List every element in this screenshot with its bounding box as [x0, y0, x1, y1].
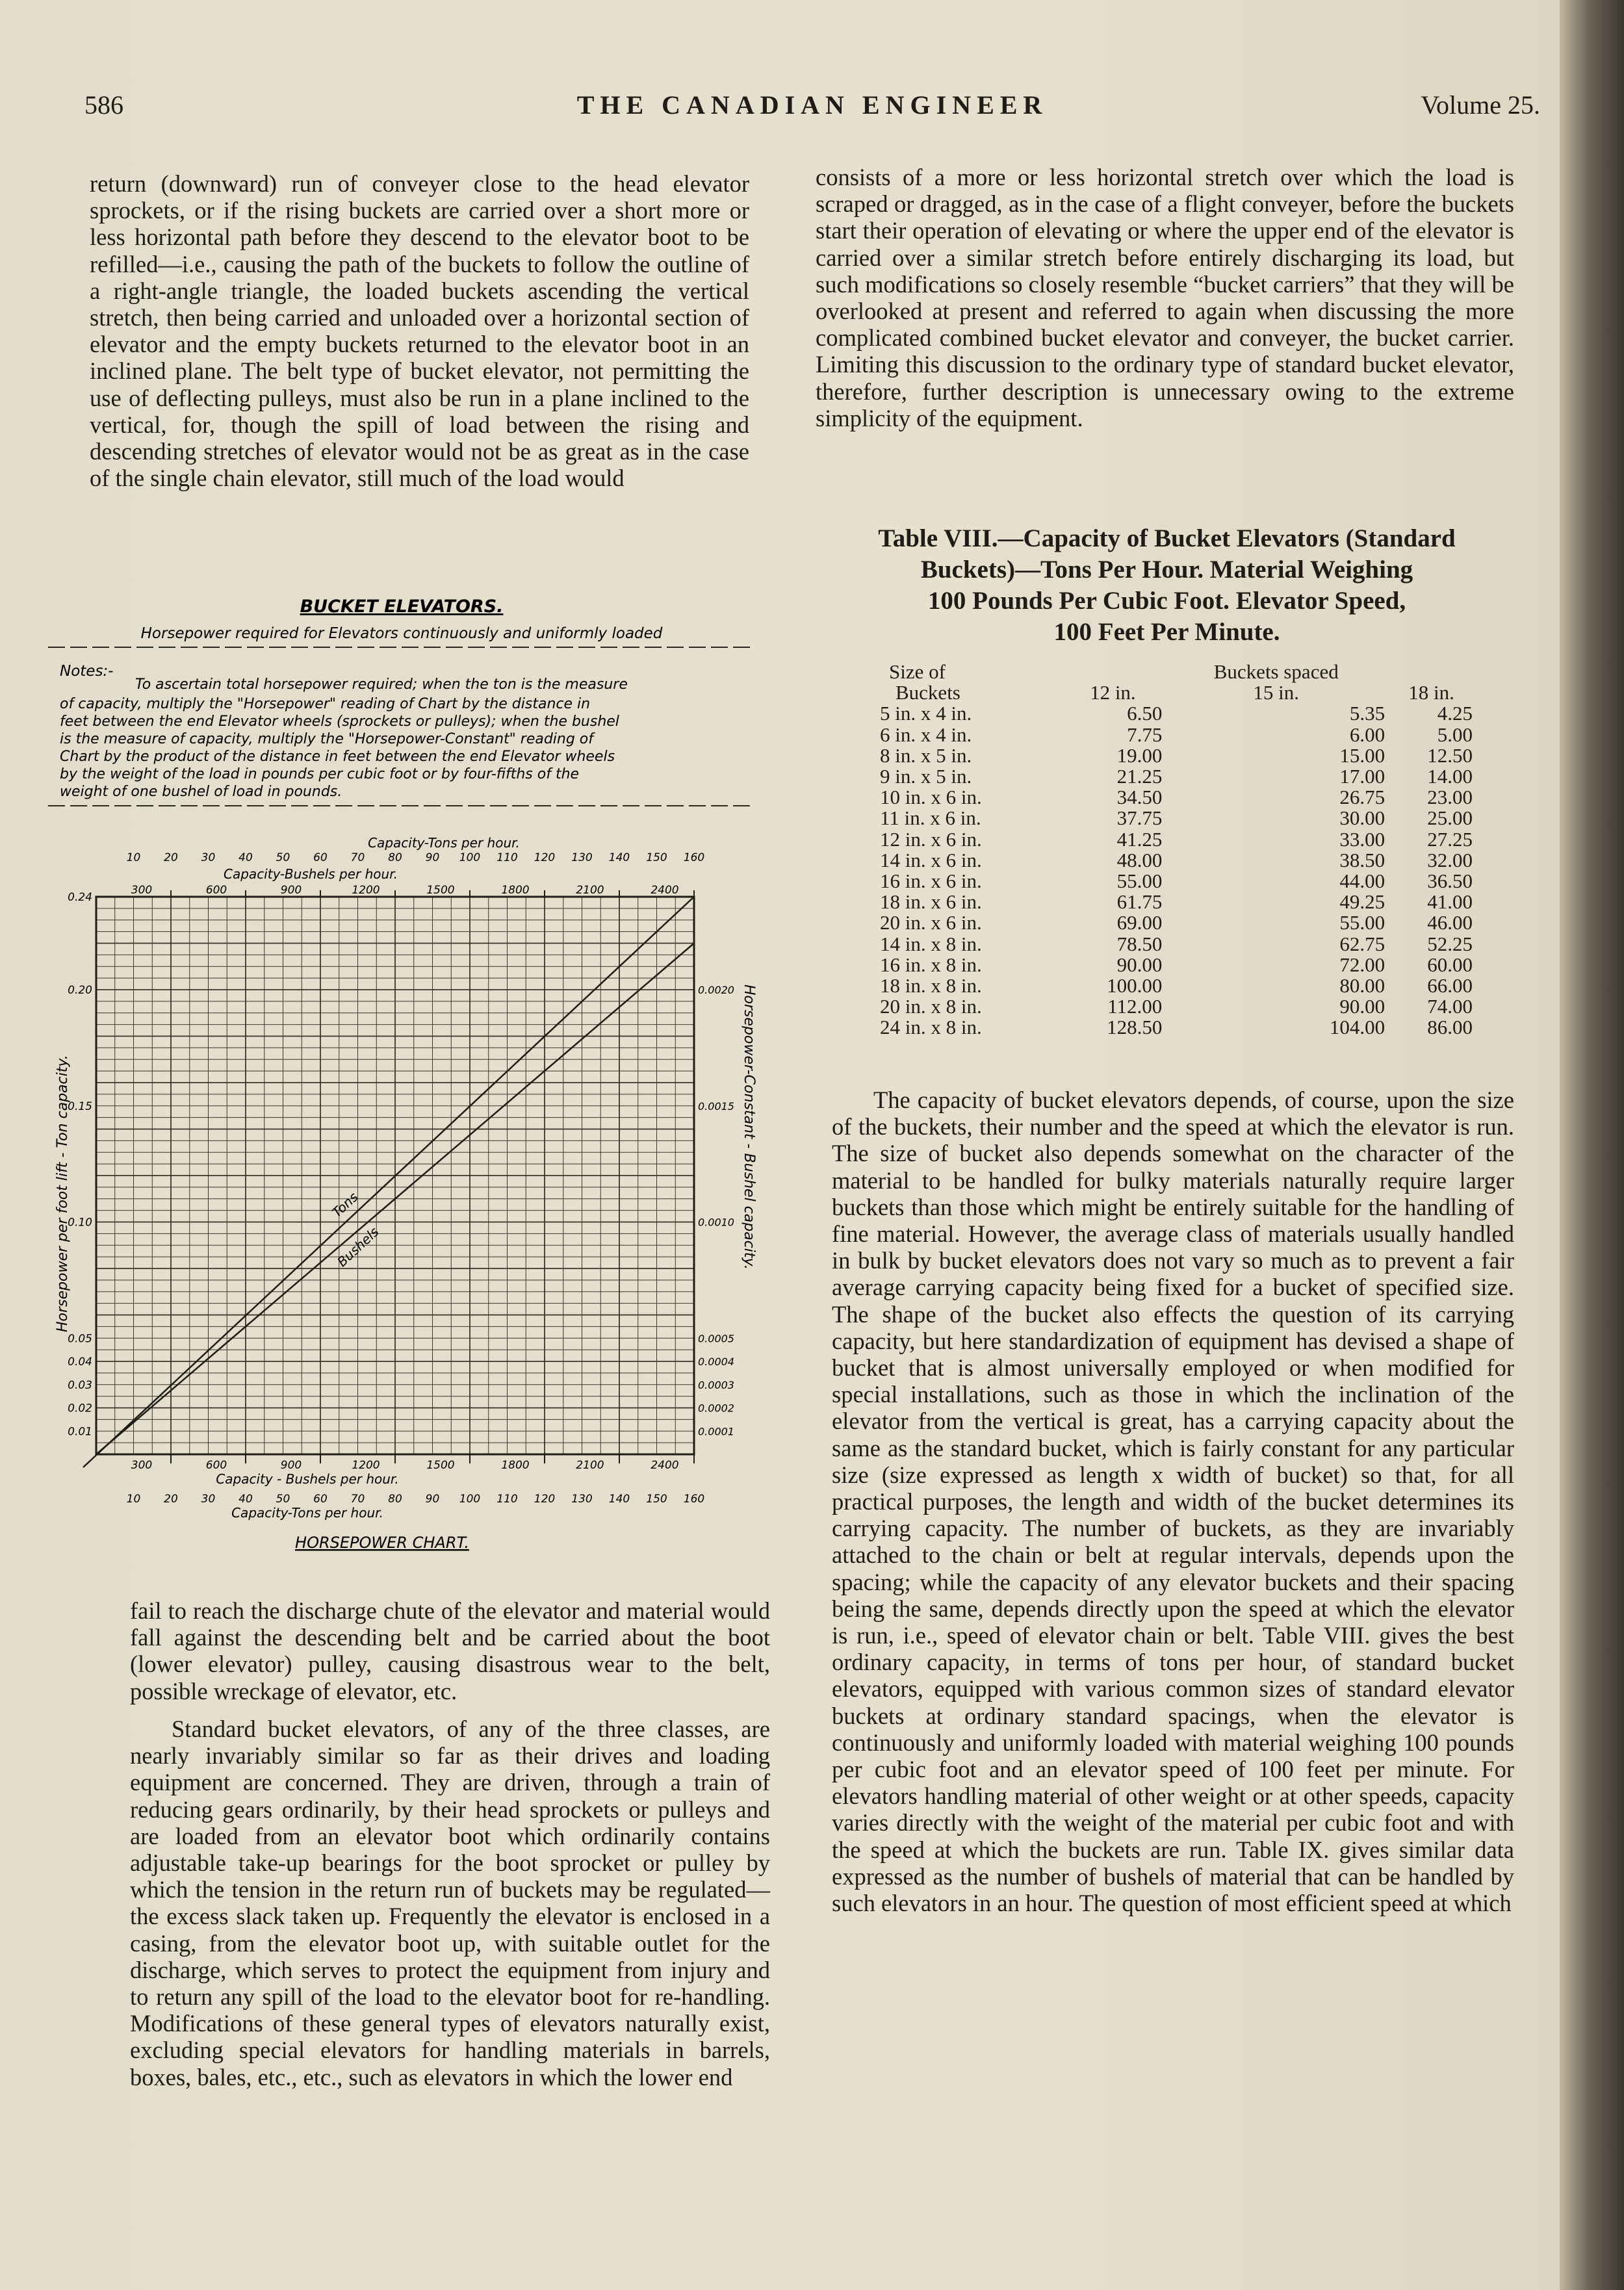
- left-axis-tick: 0.01: [68, 1425, 92, 1439]
- col-15: 15 in.: [1253, 681, 1300, 704]
- table-row: [877, 725, 1475, 745]
- capacity-cell: 90.00: [1339, 995, 1386, 1018]
- series-line-tons: [83, 897, 694, 1467]
- capacity-cell: 27.25: [1427, 827, 1473, 851]
- capacity-cell: 55.00: [1339, 911, 1386, 934]
- col-12: 12 in.: [1090, 681, 1136, 704]
- capacity-cell: 61.75: [1116, 890, 1163, 914]
- bottom-bushels-tick: 900: [280, 1459, 302, 1472]
- bottom-tons-tick: 10: [126, 1493, 141, 1506]
- capacity-cell: 33.00: [1339, 827, 1386, 851]
- top-tons-tick: 130: [571, 851, 593, 864]
- top-bushels-tick: 1800: [501, 884, 530, 897]
- capacity-cell: 41.00: [1427, 890, 1473, 914]
- capacity-cell: 104.00: [1329, 1016, 1386, 1039]
- capacity-cell: 52.25: [1427, 932, 1473, 955]
- capacity-cell: 21.25: [1116, 765, 1163, 788]
- left-axis-tick: 0.04: [68, 1356, 92, 1369]
- figure-caption: HORSEPOWER CHART.: [295, 1534, 469, 1552]
- right-axis-tick: 0.0010: [698, 1216, 734, 1229]
- table-row: [877, 787, 1475, 808]
- capacity-cell: 15.00: [1339, 743, 1386, 767]
- left-axis-label: Horsepower per foot lift - Ton capacity.: [55, 1055, 71, 1332]
- table-row: [877, 955, 1475, 975]
- left-paragraph-after-chart: fail to reach the discharge chute of the elevator and material would fall against the descending belt and be carried about the boot (lower elevator) pulley, causing disastrous wear to the belt, possible wreckage of elevator, etc.: [130, 1597, 770, 1705]
- bottom-tons-tick: 140: [608, 1493, 630, 1506]
- horsepower-chart: [44, 585, 759, 1563]
- plot-area: [68, 851, 734, 1506]
- size-cell: 10 in. x 6 in.: [880, 786, 982, 809]
- left-axis-tick: 0.20: [68, 984, 92, 997]
- notes-label: Notes:-: [60, 663, 114, 680]
- size-cell: 9 in. x 5 in.: [880, 765, 972, 788]
- capacity-cell: 37.75: [1116, 806, 1163, 830]
- table-viii-title: Table VIII.—Capacity of Bucket Elevators (Standard Buckets)—Tons Per Hour. Material Weighing 100 Pounds Per Cubic Foot. Elevator Speed, 100 Feet Per Minute.: [878, 524, 1456, 646]
- table-viii-body: [877, 703, 1475, 1038]
- right-axis-tick: 0.0015: [698, 1100, 734, 1113]
- capacity-cell: 25.00: [1427, 806, 1473, 830]
- bottom-tons-tick: 130: [571, 1493, 593, 1506]
- top-tons-tick: 40: [238, 851, 253, 864]
- top-bushels-tick: 600: [205, 884, 227, 897]
- figure-subheading: Horsepower required for Elevators continuously and uniformly loaded: [140, 625, 663, 642]
- top-tons-tick: 150: [646, 851, 667, 864]
- size-cell: 11 in. x 6 in.: [880, 806, 981, 830]
- table-row: [877, 1017, 1475, 1038]
- capacity-cell: 62.75: [1339, 932, 1386, 955]
- table-row: [877, 766, 1475, 787]
- size-cell: 14 in. x 8 in.: [880, 932, 982, 955]
- bottom-tons-tick: 30: [201, 1493, 216, 1506]
- size-cell: 18 in. x 6 in.: [880, 890, 982, 914]
- capacity-cell: 6.00: [1349, 723, 1386, 746]
- capacity-cell: 12.50: [1427, 743, 1473, 767]
- series-label-bushels: Bushels: [334, 1224, 382, 1270]
- top-tons-tick: 140: [608, 851, 630, 864]
- top-bushels-tick: 300: [131, 884, 153, 897]
- size-cell: 18 in. x 8 in.: [880, 974, 982, 997]
- bottom-tons-tick: 120: [534, 1493, 556, 1506]
- note-line-7: weight of one bushel of load in pounds.: [60, 784, 342, 800]
- capacity-cell: 14.00: [1427, 765, 1473, 788]
- table-row: [877, 996, 1475, 1017]
- bottom-bushels-label: Capacity - Bushels per hour.: [216, 1471, 399, 1487]
- capacity-cell: 41.25: [1116, 827, 1163, 851]
- head-spaced: Buckets spaced: [1213, 660, 1339, 683]
- running-header: [84, 90, 1540, 129]
- horsepower-chart-figure: [44, 585, 759, 1563]
- journal-title: THE CANADIAN ENGINEER: [576, 90, 1048, 120]
- capacity-cell: 100.00: [1107, 974, 1163, 997]
- left-paragraph-top: return (downward) run of conveyer close to the head elevator sprockets, or if the rising buckets are carried over a short more or less horizontal path before they descend to the elevator boot to be refilled—i.e., causing the path of the buckets to follow the outline of a right-angle triangle, the loaded buckets ascending the vertical stretch, then being carried and unloaded over a horizontal section of elevator and the empty buckets returned to the elevator boot in an inclined plane. The belt type of bucket elevator, not permitting the use of deflecting pulleys, must also be run in a plane inclined to the vertical, for, though the spill of load between the rising and descending stretches of elevator would not be as great as in the case of the single chain elevator, still much of the load would: [90, 170, 749, 492]
- top-tons-tick: 10: [126, 851, 141, 864]
- bottom-bushels-tick: 1800: [501, 1459, 530, 1472]
- page-number: 586: [84, 90, 123, 120]
- left-axis-tick: 0.02: [68, 1402, 92, 1415]
- bottom-tons-label: Capacity-Tons per hour.: [231, 1505, 383, 1521]
- size-cell: 20 in. x 8 in.: [880, 995, 982, 1018]
- capacity-cell: 19.00: [1116, 743, 1163, 767]
- bottom-bushels-tick: 600: [205, 1459, 227, 1472]
- size-cell: 6 in. x 4 in.: [880, 723, 972, 746]
- bottom-bushels-tick: 1500: [426, 1459, 455, 1472]
- left-axis-tick: 0.10: [68, 1216, 92, 1229]
- top-bushels-tick: 1500: [426, 884, 455, 897]
- top-tons-tick: 160: [683, 851, 705, 864]
- capacity-cell: 5.00: [1437, 723, 1473, 746]
- bottom-bushels-tick: 1200: [352, 1459, 380, 1472]
- top-bushels-tick: 2100: [576, 884, 604, 897]
- capacity-cell: 90.00: [1116, 953, 1163, 976]
- capacity-cell: 48.00: [1116, 848, 1163, 871]
- top-tons-tick: 110: [496, 851, 518, 864]
- size-cell: 24 in. x 8 in.: [880, 1016, 982, 1039]
- bottom-tons-tick: 90: [425, 1493, 440, 1506]
- bottom-tons-tick: 60: [313, 1493, 328, 1506]
- table-row: [877, 850, 1475, 871]
- right-axis-tick: 0.0004: [698, 1356, 734, 1368]
- head-size-1: Size of: [889, 660, 946, 683]
- bottom-tons-tick: 110: [496, 1493, 518, 1506]
- table-row: [877, 871, 1475, 892]
- table-row: [877, 829, 1475, 850]
- right-axis-tick: 0.0020: [698, 984, 734, 996]
- capacity-cell: 86.00: [1427, 1016, 1473, 1039]
- size-cell: 14 in. x 6 in.: [880, 848, 982, 871]
- size-cell: 20 in. x 6 in.: [880, 911, 982, 934]
- capacity-cell: 4.25: [1437, 702, 1473, 725]
- capacity-cell: 69.00: [1116, 911, 1163, 934]
- capacity-cell: 5.35: [1349, 702, 1386, 725]
- right-paragraph-top: consists of a more or less horizontal stretch over which the load is scraped or dragged, as in the case of a flight conveyer, before the buckets start their operation of elevating or where the upper end of the elevator is carried over a similar stretch before entirely discharging its load, but such modifications so closely resemble “bucket carriers” that they will be overlooked at present and referred to again when discussing the more complicated combined bucket elevator and conveyer, the bucket carrier. Limiting this discussion to the ordinary type of standard bucket elevator, therefore, further description is unnecessary owing to the extreme simplicity of the equipment.: [816, 164, 1514, 431]
- capacity-cell: 66.00: [1427, 974, 1473, 997]
- table-row: [877, 912, 1475, 933]
- left-axis-tick: 0.24: [68, 891, 92, 904]
- bottom-bushels-tick: 300: [131, 1459, 153, 1472]
- size-cell: 16 in. x 6 in.: [880, 869, 982, 893]
- top-tons-tick: 90: [425, 851, 440, 864]
- left-paragraph-standard: Standard bucket elevators, of any of the three classes, are nearly invariably similar so far as their drives and loading equipment are concerned. They are driven, through a train of reducing gears ordinarily, by their head sprockets or pulleys and are loaded from an elevator boot which ordinarily contains adjustable take-up bearings for the boot sprocket or pulley by which the tension in the return run of buckets may be regulated—the excess slack taken up. Frequently the elevator is enclosed in a casing, from the elevator boot up, with suitable outlet for the discharge, which serves to protect the equipment from injury and to return any spill of the load to the elevator boot for re-handling. Modifications of these general types of elevators naturally exist, excluding special elevators for handling materials in barrels, boxes, bales, etc., etc., such as elevators in which the lower end: [130, 1716, 770, 2091]
- capacity-cell: 78.50: [1116, 932, 1163, 955]
- capacity-cell: 74.00: [1427, 995, 1473, 1018]
- top-tons-tick: 100: [459, 851, 481, 864]
- capacity-cell: 44.00: [1339, 869, 1386, 893]
- top-tons-tick: 30: [201, 851, 216, 864]
- bottom-tons-tick: 150: [646, 1493, 667, 1506]
- capacity-cell: 38.50: [1339, 848, 1386, 871]
- capacity-cell: 17.00: [1339, 765, 1386, 788]
- top-tons-label: Capacity-Tons per hour.: [368, 835, 520, 851]
- capacity-cell: 46.00: [1427, 911, 1473, 934]
- volume-label: Volume 25.: [1421, 90, 1540, 120]
- capacity-cell: 30.00: [1339, 806, 1386, 830]
- capacity-cell: 26.75: [1339, 786, 1386, 809]
- table-row: [877, 975, 1475, 996]
- series-label-tons: Tons: [329, 1189, 361, 1221]
- note-line-5: Chart by the product of the distance in feet between the end Elevator wheels: [60, 749, 615, 765]
- right-axis-tick: 0.0005: [698, 1332, 734, 1345]
- bottom-tons-tick: 160: [683, 1493, 705, 1506]
- bottom-tons-tick: 100: [459, 1493, 481, 1506]
- top-tons-tick: 80: [388, 851, 402, 864]
- capacity-cell: 80.00: [1339, 974, 1386, 997]
- capacity-cell: 128.50: [1107, 1016, 1163, 1039]
- bottom-bushels-tick: 2400: [651, 1459, 679, 1472]
- book-spine-shadow: [1560, 0, 1624, 2290]
- top-bushels-tick: 1200: [352, 884, 380, 897]
- top-tons-tick: 20: [164, 851, 178, 864]
- note-line-3: feet between the end Elevator wheels (sprockets or pulleys); when the bushel: [60, 714, 619, 730]
- bottom-tons-tick: 80: [388, 1493, 402, 1506]
- size-cell: 8 in. x 5 in.: [880, 743, 972, 767]
- top-tons-tick: 50: [276, 851, 290, 864]
- top-bushels-label: Capacity-Bushels per hour.: [224, 866, 398, 882]
- left-axis-tick: 0.15: [68, 1100, 92, 1113]
- top-tons-tick: 120: [534, 851, 556, 864]
- capacity-cell: 6.50: [1127, 702, 1163, 725]
- capacity-cell: 23.00: [1427, 786, 1473, 809]
- capacity-cell: 36.50: [1427, 869, 1473, 893]
- bottom-tons-tick: 40: [238, 1493, 253, 1506]
- left-axis-tick: 0.03: [68, 1378, 92, 1392]
- right-axis-label: Horsepower-Constant - Bushel capacity.: [741, 984, 757, 1270]
- note-line-6: by the weight of the load in pounds per cubic foot or by four-fifths of the: [60, 766, 580, 782]
- head-size-2: Buckets: [896, 681, 960, 704]
- right-axis-tick: 0.0003: [698, 1378, 734, 1391]
- note-line-2: of capacity, multiply the "Horsepower" reading of Chart by the distance in: [60, 696, 591, 712]
- size-cell: 16 in. x 8 in.: [880, 953, 982, 976]
- table-row: [877, 745, 1475, 766]
- top-bushels-tick: 900: [280, 884, 302, 897]
- top-tons-tick: 60: [313, 851, 328, 864]
- figure-heading: BUCKET ELEVATORS.: [300, 597, 504, 617]
- table-viii: [877, 662, 1475, 1038]
- right-axis-tick: 0.0002: [698, 1402, 734, 1415]
- capacity-cell: 49.25: [1339, 890, 1386, 914]
- size-cell: 12 in. x 6 in.: [880, 827, 982, 851]
- left-axis-tick: 0.05: [68, 1332, 92, 1346]
- capacity-cell: 34.50: [1116, 786, 1163, 809]
- top-bushels-tick: 2400: [651, 884, 679, 897]
- table-row: [877, 934, 1475, 955]
- table-row: [877, 892, 1475, 912]
- bottom-tons-tick: 20: [164, 1493, 178, 1506]
- note-line-1: To ascertain total horsepower required; when the ton is the measure: [135, 676, 628, 693]
- note-line-4: is the measure of capacity, multiply the "Horsepower-Constant" reading of: [60, 731, 594, 747]
- capacity-cell: 72.00: [1339, 953, 1386, 976]
- col-18: 18 in.: [1408, 681, 1454, 704]
- capacity-cell: 55.00: [1116, 869, 1163, 893]
- capacity-cell: 60.00: [1427, 953, 1473, 976]
- right-paragraph-capacity: The capacity of bucket elevators depends, of course, upon the size of the buckets, their number and the speed at which the elevator is run. The size of bucket also depends somewhat on the character of the material to be handled for bulky materials naturally require larger buckets than those which might be entirely suitable for the handling of fine material. However, the average class of materials usually handled in bulk by bucket elevators does not vary so much as to prevent a fair average carrying capacity being fixed for a bucket of specified size. The shape of the bucket also effects the question of its carrying capacity, but here standardization of equipment has devised a shape of bucket that is almost universally employed or when modified for special installations, such as those in which the inclination of the elevator from the vertical is great, has a carrying capacity about the same as the standard bucket, which is fairly constant for any particular size (size expressed as length x width of bucket) so that, for all practical purposes, the length and width of the bucket determines its carrying capacity. The number of buckets, as they are invariably attached to the chain or belt at regular intervals, depends upon the spacing; while the capacity of any elevator buckets and their spacing being the same, depends directly upon the speed at which the elevator is run, i.e., speed of elevator chain or belt. Table VIII. gives the best ordinary capacity, in terms of tons per hour, of standard bucket elevators, equipped with various common sizes of standard elevator buckets at ordinary standard spacings, when the elevator is continuously and uniformly loaded with material weighing 100 pounds per cubic foot and an elevator speed of 100 feet per minute. For elevators handling material of other weight or at other speeds, capacity varies directly with the weight of the material per cubic foot and with the speed at which the buckets are run. Table IX. gives similar data expressed as the number of bushels of material that can be handled by such elevators in an hour. The question of most efficient speed at which: [832, 1087, 1514, 1917]
- table-row: [877, 703, 1475, 724]
- capacity-cell: 7.75: [1127, 723, 1163, 746]
- bottom-tons-tick: 50: [276, 1493, 290, 1506]
- bottom-tons-tick: 70: [350, 1493, 365, 1506]
- capacity-cell: 112.00: [1107, 995, 1163, 1018]
- top-tons-tick: 70: [350, 851, 365, 864]
- table-row: [877, 808, 1475, 829]
- size-cell: 5 in. x 4 in.: [880, 702, 972, 725]
- capacity-cell: 32.00: [1427, 848, 1473, 871]
- right-axis-tick: 0.0001: [698, 1425, 734, 1438]
- bottom-bushels-tick: 2100: [576, 1459, 604, 1472]
